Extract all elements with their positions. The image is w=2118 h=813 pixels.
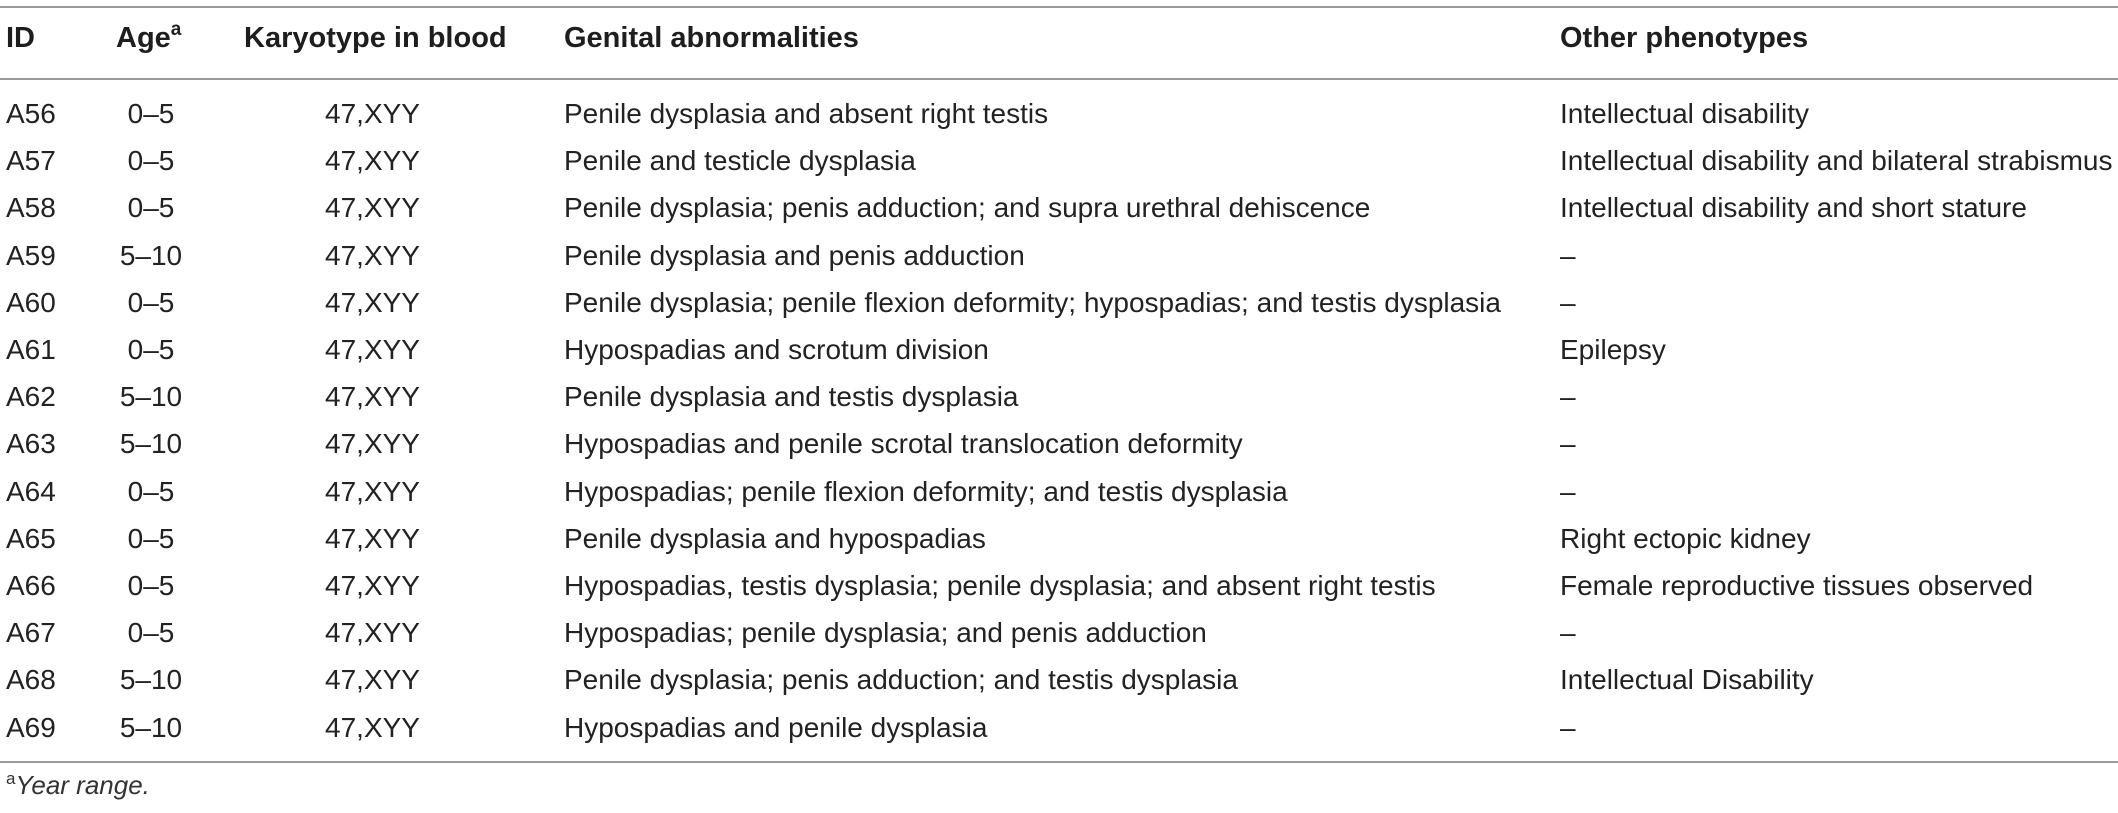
cell-age: 0–5: [127, 98, 175, 129]
cell-karyotype: 47,XYY: [325, 98, 420, 129]
cell-id: A65: [6, 522, 56, 554]
header-age: [116, 19, 182, 55]
cell-karyotype: 47,XYY: [325, 334, 420, 365]
cell-karyotype: 47,XYY: [325, 239, 420, 271]
cell-age: 0–5: [127, 570, 175, 601]
cell-genital: Hypospadias and penile dysplasia: [564, 711, 988, 743]
table-bottom-rule: [0, 761, 2118, 763]
cell-genital: Penile and testicle dysplasia: [564, 145, 916, 177]
cell-id: A62: [6, 381, 56, 413]
table-top-rule: [0, 6, 2118, 8]
cell-genital: Penile dysplasia and hypospadias: [564, 522, 986, 554]
table-header: [0, 19, 2118, 72]
header-age-label: Age: [116, 22, 171, 54]
table-row: [0, 617, 2118, 664]
cell-karyotype: 47,XYY: [325, 664, 420, 696]
table-row: [0, 712, 2118, 759]
table-row: [0, 334, 2118, 381]
cell-id: A63: [6, 428, 56, 460]
cell-karyotype: 47,XYY: [325, 570, 420, 601]
cell-other: –: [1560, 617, 1576, 649]
cell-karyotype: 47,XYY: [325, 145, 420, 177]
cell-age: 5–10: [119, 711, 183, 743]
cell-id: A68: [6, 664, 56, 696]
table-header-rule: [0, 78, 2118, 80]
cell-id: A61: [6, 334, 56, 365]
cell-genital: Penile dysplasia; penis adduction; and testis dysplasia: [564, 664, 1238, 696]
cell-other: –: [1560, 428, 1576, 460]
table-row: [0, 664, 2118, 711]
table-row: [0, 523, 2118, 570]
cell-other: Intellectual disability and short stature: [1560, 192, 2027, 224]
cell-genital: Hypospadias and penile scrotal translocation deformity: [564, 428, 1243, 460]
cell-id: A59: [6, 239, 56, 271]
cell-age: 5–10: [119, 664, 183, 696]
cell-other: Female reproductive tissues observed: [1560, 570, 2034, 601]
cell-karyotype: 47,XYY: [325, 475, 420, 507]
header-id: ID: [6, 22, 35, 54]
cell-genital: Hypospadias, testis dysplasia; penile dysplasia; and absent right testis: [564, 570, 1436, 601]
cell-karyotype: 47,XYY: [325, 286, 420, 318]
cell-age: 5–10: [119, 381, 183, 413]
table-row: [0, 240, 2118, 287]
cell-id: A60: [6, 286, 56, 318]
cell-genital: Penile dysplasia; penis adduction; and supra urethral dehiscence: [564, 192, 1371, 224]
cell-other: –: [1560, 711, 1576, 743]
table-row: [0, 192, 2118, 239]
table-row: [0, 570, 2118, 617]
cell-age: 0–5: [127, 475, 175, 507]
footnote-marker: a: [6, 769, 16, 788]
cell-id: A58: [6, 192, 56, 224]
table-row: [0, 476, 2118, 523]
cell-id: A57: [6, 145, 56, 177]
cell-other: Intellectual Disability: [1560, 664, 1814, 696]
cell-id: A69: [6, 711, 56, 743]
cell-genital: Penile dysplasia and absent right testis: [564, 98, 1049, 129]
cell-age: 5–10: [119, 428, 183, 460]
cell-genital: Penile dysplasia; penile flexion deformity; hypospadias; and testis dysplasia: [564, 286, 1501, 318]
cell-other: Intellectual disability and bilateral strabismus: [1560, 145, 2113, 177]
header-karyotype: Karyotype in blood: [244, 22, 507, 54]
cell-id: A66: [6, 570, 56, 601]
cell-other: Right ectopic kidney: [1560, 522, 1811, 554]
cell-other: Epilepsy: [1560, 334, 1666, 365]
cell-karyotype: 47,XYY: [325, 192, 420, 224]
cell-other: –: [1560, 381, 1576, 413]
cell-age: 0–5: [127, 192, 175, 224]
cell-other: –: [1560, 239, 1576, 271]
cell-karyotype: 47,XYY: [325, 522, 420, 554]
cell-genital: Penile dysplasia and penis adduction: [564, 239, 1025, 271]
cell-age: 0–5: [127, 334, 175, 365]
cell-age: 0–5: [127, 286, 175, 318]
cell-karyotype: 47,XYY: [325, 617, 420, 649]
cell-age: 0–5: [127, 617, 175, 649]
cell-genital: Hypospadias; penile flexion deformity; and testis dysplasia: [564, 475, 1288, 507]
header-genital: Genital abnormalities: [564, 22, 859, 54]
table-row: [0, 287, 2118, 334]
cell-id: A64: [6, 475, 56, 507]
table-row: [0, 381, 2118, 428]
cell-other: –: [1560, 475, 1576, 507]
footnote-text: Year range.: [15, 770, 150, 800]
cell-age: 5–10: [119, 239, 183, 271]
cell-karyotype: 47,XYY: [325, 428, 420, 460]
header-age-footnote-marker: a: [170, 19, 182, 40]
table-footnote: [6, 770, 150, 801]
cell-age: 0–5: [127, 522, 175, 554]
cell-id: A56: [6, 98, 56, 129]
cell-karyotype: 47,XYY: [325, 711, 420, 743]
cell-other: –: [1560, 286, 1576, 318]
cell-other: Intellectual disability: [1560, 98, 1810, 129]
header-other: Other phenotypes: [1560, 22, 1809, 54]
cell-genital: Hypospadias and scrotum division: [564, 334, 989, 365]
cell-genital: Hypospadias; penile dysplasia; and penis adduction: [564, 617, 1207, 649]
cell-genital: Penile dysplasia and testis dysplasia: [564, 381, 1019, 413]
table-row: [0, 428, 2118, 475]
table-row: [0, 98, 2118, 145]
table-row: [0, 145, 2118, 192]
cell-karyotype: 47,XYY: [325, 381, 420, 413]
cell-age: 0–5: [127, 145, 175, 177]
cell-id: A67: [6, 617, 56, 649]
